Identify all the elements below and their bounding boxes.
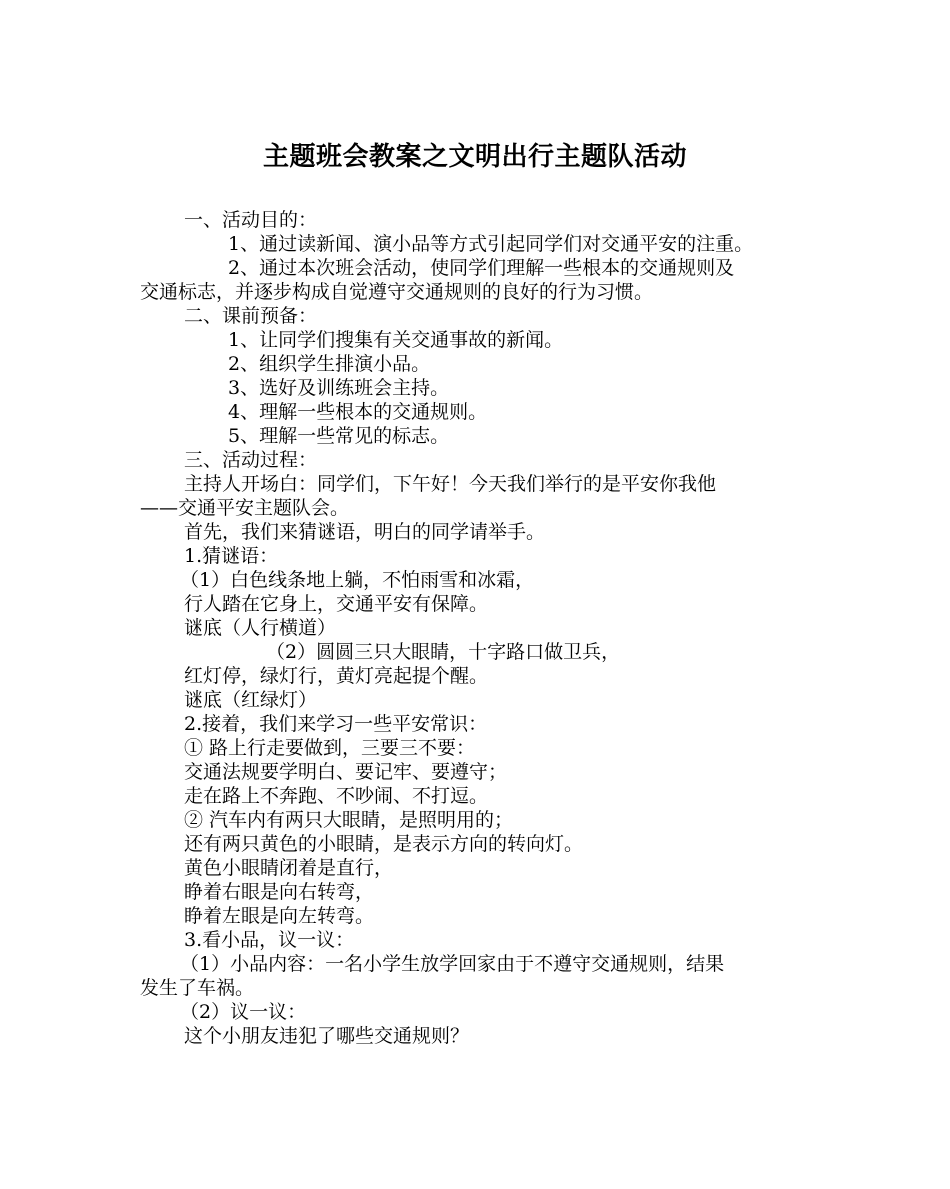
text-line: 1、让同学们搜集有关交通事故的新闻。	[228, 329, 564, 351]
text-line: 3.看小品，议一议：	[184, 929, 355, 951]
text-line: ② 汽车内有两只大眼睛，是照明用的；	[184, 809, 514, 831]
text-line: 交通标志，并逐步构成自觉遵守交通规则的良好的行为习惯。	[140, 281, 654, 303]
text-line: 2、通过本次班会活动，使同学们理解一些根本的交通规则及	[228, 257, 735, 279]
text-line: 2、组织学生排演小品。	[228, 353, 431, 375]
text-line: 3、选好及训练班会主持。	[228, 377, 450, 399]
text-line: 红灯停，绿灯行，黄灯亮起提个醒。	[184, 665, 489, 687]
text-line: 5、理解一些常见的标志。	[228, 425, 450, 447]
text-line: 交通法规要学明白、要记牢、要遵守；	[184, 761, 508, 783]
text-line: 黄色小眼睛闭着是直行，	[184, 857, 394, 879]
text-line: ——交通平安主题队会。	[140, 497, 350, 519]
text-line: 这个小朋友违犯了哪些交通规则？	[184, 1025, 470, 1047]
text-line: 行人踏在它身上，交通平安有保障。	[184, 593, 489, 615]
text-line: 4、理解一些根本的交通规则。	[228, 401, 488, 423]
text-line: 1.猜谜语：	[184, 545, 279, 567]
section-heading: 二、课前预备：	[184, 305, 318, 327]
section-heading: 三、活动过程：	[184, 449, 318, 471]
text-line: （1）白色线条地上躺，不怕雨雪和冰霜，	[180, 569, 535, 591]
text-line: 2.接着，我们来学习一些平安常识：	[184, 713, 488, 735]
text-line: 走在路上不奔跑、不吵闹、不打逗。	[184, 785, 489, 807]
text-line: ① 路上行走要做到，三要三不要：	[184, 737, 476, 759]
text-line: 谜底（红绿灯）	[184, 689, 318, 711]
text-line: 谜底（人行横道）	[184, 617, 337, 639]
text-line: 睁着左眼是向左转弯。	[184, 905, 375, 927]
text-line: 睁着右眼是向右转弯，	[184, 881, 375, 903]
text-line: （2）圆圆三只大眼睛，十字路口做卫兵，	[266, 641, 621, 663]
text-line: 发生了车祸。	[140, 977, 255, 999]
text-line: 首先，我们来猜谜语，明白的同学请举手。	[184, 521, 546, 543]
text-line: 还有两只黄色的小眼睛，是表示方向的转向灯。	[184, 833, 584, 855]
text-line: （1）小品内容：一名小学生放学回家由于不遵守交通规则，结果	[180, 953, 725, 975]
section-heading: 一、活动目的：	[184, 209, 318, 231]
document-title: 主题班会教案之文明出行主题队活动	[262, 142, 687, 172]
text-line: 主持人开场白：同学们，下午好！今天我们举行的是平安你我他	[184, 473, 717, 495]
text-line: （2）议一议：	[180, 1001, 307, 1023]
text-line: 1、通过读新闻、演小品等方式引起同学们对交通平安的注重。	[228, 233, 754, 255]
